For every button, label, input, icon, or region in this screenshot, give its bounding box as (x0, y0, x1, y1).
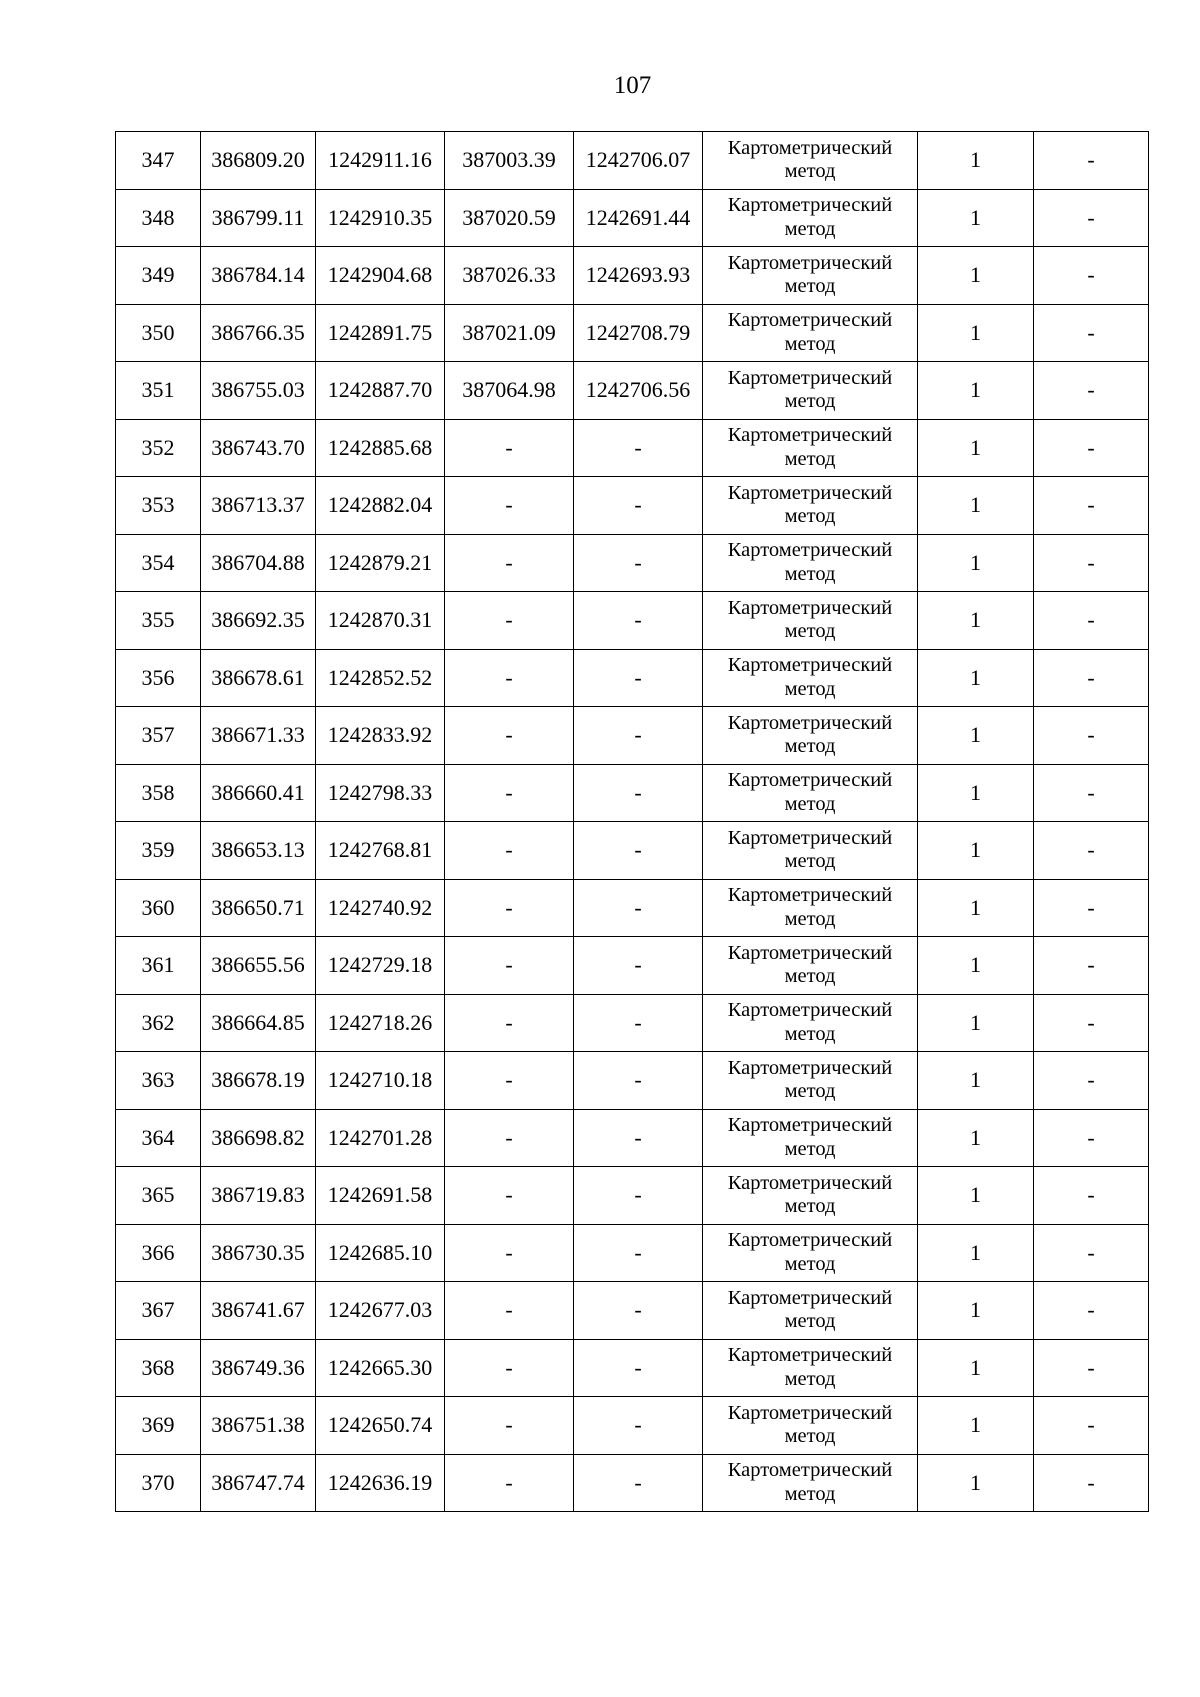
table-row (116, 132, 1149, 190)
accuracy-cell: 1 (918, 534, 1034, 592)
y1-coordinate-cell: 1242887.70 (316, 362, 445, 420)
accuracy-cell: 1 (918, 707, 1034, 765)
y2-coordinate-cell: - (574, 764, 703, 822)
y2-coordinate-cell: - (574, 1109, 703, 1167)
y2-coordinate-cell: - (574, 937, 703, 995)
accuracy-cell: 1 (918, 1397, 1034, 1455)
table-row (116, 879, 1149, 937)
y1-coordinate-cell: 1242729.18 (316, 937, 445, 995)
method-word-line: метод (784, 562, 836, 585)
x1-coordinate-cell: 386660.41 (201, 764, 316, 822)
x2-coordinate-cell: - (445, 1052, 574, 1110)
method-word-line: метод (784, 1022, 836, 1045)
y2-coordinate-cell: - (574, 879, 703, 937)
x2-coordinate-cell: - (445, 937, 574, 995)
x1-coordinate-cell: 386741.67 (201, 1282, 316, 1340)
y1-coordinate-cell: 1242710.18 (316, 1052, 445, 1110)
x2-coordinate-cell: - (445, 477, 574, 535)
method-word-line: метод (784, 792, 836, 815)
y1-coordinate-cell: 1242691.58 (316, 1167, 445, 1225)
table-row (116, 1052, 1149, 1110)
method-word-line: метод (784, 217, 836, 240)
method-cell (703, 419, 918, 477)
table-row (116, 534, 1149, 592)
method-cell (703, 994, 918, 1052)
y1-coordinate-cell: 1242685.10 (316, 1224, 445, 1282)
point-number-cell: 349 (116, 247, 201, 305)
accuracy-cell: 1 (918, 1454, 1034, 1512)
method-word-line: метод (784, 1080, 836, 1103)
method-name-line: Картометрический (727, 941, 893, 964)
y1-coordinate-cell: 1242768.81 (316, 822, 445, 880)
method-word-line: метод (784, 1252, 836, 1275)
table-row (116, 419, 1149, 477)
note-cell: - (1034, 879, 1149, 937)
note-cell: - (1034, 1397, 1149, 1455)
y1-coordinate-cell: 1242740.92 (316, 879, 445, 937)
x2-coordinate-cell: - (445, 592, 574, 650)
x1-coordinate-cell: 386692.35 (201, 592, 316, 650)
method-cell (703, 1282, 918, 1340)
method-name-line: Картометрический (727, 654, 893, 677)
y2-coordinate-cell: - (574, 822, 703, 880)
y2-coordinate-cell: - (574, 707, 703, 765)
method-word-line: метод (784, 1482, 836, 1505)
table-row (116, 1109, 1149, 1167)
method-name-line: Картометрический (727, 769, 893, 792)
note-cell: - (1034, 1339, 1149, 1397)
x2-coordinate-cell: 387003.39 (445, 132, 574, 190)
coordinates-table (115, 131, 1149, 1512)
method-word-line: метод (784, 1367, 836, 1390)
point-number-cell: 357 (116, 707, 201, 765)
note-cell: - (1034, 304, 1149, 362)
method-cell (703, 937, 918, 995)
accuracy-cell: 1 (918, 1052, 1034, 1110)
table-row (116, 822, 1149, 880)
note-cell: - (1034, 1224, 1149, 1282)
accuracy-cell: 1 (918, 1224, 1034, 1282)
x1-coordinate-cell: 386755.03 (201, 362, 316, 420)
y1-coordinate-cell: 1242665.30 (316, 1339, 445, 1397)
method-name-line: Картометрический (727, 1401, 893, 1424)
x1-coordinate-cell: 386698.82 (201, 1109, 316, 1167)
table-row (116, 1167, 1149, 1225)
y1-coordinate-cell: 1242677.03 (316, 1282, 445, 1340)
y1-coordinate-cell: 1242891.75 (316, 304, 445, 362)
x2-coordinate-cell: - (445, 1109, 574, 1167)
x2-coordinate-cell: - (445, 1339, 574, 1397)
method-cell (703, 592, 918, 650)
x1-coordinate-cell: 386799.11 (201, 189, 316, 247)
method-word-line: метод (784, 390, 836, 413)
y2-coordinate-cell: - (574, 1282, 703, 1340)
x2-coordinate-cell: - (445, 649, 574, 707)
method-name-line: Картометрический (727, 1286, 893, 1309)
note-cell: - (1034, 247, 1149, 305)
accuracy-cell: 1 (918, 247, 1034, 305)
point-number-cell: 361 (116, 937, 201, 995)
x1-coordinate-cell: 386749.36 (201, 1339, 316, 1397)
point-number-cell: 363 (116, 1052, 201, 1110)
method-name-line: Картометрический (727, 1459, 893, 1482)
accuracy-cell: 1 (918, 649, 1034, 707)
point-number-cell: 355 (116, 592, 201, 650)
accuracy-cell: 1 (918, 362, 1034, 420)
note-cell: - (1034, 764, 1149, 822)
x2-coordinate-cell: 387064.98 (445, 362, 574, 420)
table-row (116, 1282, 1149, 1340)
y1-coordinate-cell: 1242885.68 (316, 419, 445, 477)
y2-coordinate-cell: - (574, 994, 703, 1052)
x2-coordinate-cell: - (445, 1454, 574, 1512)
table-row (116, 592, 1149, 650)
method-cell (703, 1397, 918, 1455)
accuracy-cell: 1 (918, 1109, 1034, 1167)
note-cell: - (1034, 1282, 1149, 1340)
x1-coordinate-cell: 386743.70 (201, 419, 316, 477)
x2-coordinate-cell: - (445, 707, 574, 765)
x1-coordinate-cell: 386664.85 (201, 994, 316, 1052)
x2-coordinate-cell: - (445, 534, 574, 592)
point-number-cell: 353 (116, 477, 201, 535)
method-cell (703, 362, 918, 420)
x2-coordinate-cell: - (445, 1224, 574, 1282)
note-cell: - (1034, 822, 1149, 880)
method-word-line: метод (784, 160, 836, 183)
method-word-line: метод (784, 332, 836, 355)
method-name-line: Картометрический (727, 1171, 893, 1194)
y2-coordinate-cell: - (574, 1397, 703, 1455)
method-cell (703, 477, 918, 535)
table-row (116, 1339, 1149, 1397)
method-word-line: метод (784, 1310, 836, 1333)
note-cell: - (1034, 362, 1149, 420)
page-number: 107 (613, 72, 652, 99)
y2-coordinate-cell: 1242706.07 (574, 132, 703, 190)
y2-coordinate-cell: 1242693.93 (574, 247, 703, 305)
x1-coordinate-cell: 386766.35 (201, 304, 316, 362)
method-cell (703, 1109, 918, 1167)
method-name-line: Картометрический (727, 539, 893, 562)
x1-coordinate-cell: 386704.88 (201, 534, 316, 592)
note-cell: - (1034, 707, 1149, 765)
method-cell (703, 304, 918, 362)
x2-coordinate-cell: - (445, 1167, 574, 1225)
y2-coordinate-cell: - (574, 419, 703, 477)
table-row (116, 707, 1149, 765)
method-name-line: Картометрический (727, 1056, 893, 1079)
note-cell: - (1034, 1167, 1149, 1225)
point-number-cell: 359 (116, 822, 201, 880)
method-name-line: Картометрический (727, 136, 893, 159)
table-row (116, 764, 1149, 822)
y1-coordinate-cell: 1242870.31 (316, 592, 445, 650)
accuracy-cell: 1 (918, 189, 1034, 247)
accuracy-cell: 1 (918, 764, 1034, 822)
method-cell (703, 822, 918, 880)
point-number-cell: 350 (116, 304, 201, 362)
y1-coordinate-cell: 1242798.33 (316, 764, 445, 822)
method-cell (703, 764, 918, 822)
y2-coordinate-cell: 1242691.44 (574, 189, 703, 247)
method-cell (703, 189, 918, 247)
note-cell: - (1034, 649, 1149, 707)
y2-coordinate-cell: - (574, 1454, 703, 1512)
method-cell (703, 1224, 918, 1282)
y1-coordinate-cell: 1242833.92 (316, 707, 445, 765)
x1-coordinate-cell: 386719.83 (201, 1167, 316, 1225)
x2-coordinate-cell: - (445, 1282, 574, 1340)
x2-coordinate-cell: - (445, 1397, 574, 1455)
y1-coordinate-cell: 1242904.68 (316, 247, 445, 305)
method-cell (703, 1339, 918, 1397)
method-word-line: метод (784, 275, 836, 298)
method-cell (703, 132, 918, 190)
point-number-cell: 351 (116, 362, 201, 420)
y1-coordinate-cell: 1242701.28 (316, 1109, 445, 1167)
x1-coordinate-cell: 386650.71 (201, 879, 316, 937)
x2-coordinate-cell: - (445, 419, 574, 477)
accuracy-cell: 1 (918, 419, 1034, 477)
method-cell (703, 534, 918, 592)
table-row (116, 304, 1149, 362)
note-cell: - (1034, 132, 1149, 190)
y1-coordinate-cell: 1242911.16 (316, 132, 445, 190)
coordinates-table-body (116, 132, 1149, 1512)
point-number-cell: 348 (116, 189, 201, 247)
note-cell: - (1034, 937, 1149, 995)
y1-coordinate-cell: 1242636.19 (316, 1454, 445, 1512)
method-word-line: метод (784, 505, 836, 528)
method-cell (703, 879, 918, 937)
note-cell: - (1034, 189, 1149, 247)
point-number-cell: 360 (116, 879, 201, 937)
table-row (116, 362, 1149, 420)
note-cell: - (1034, 534, 1149, 592)
method-cell (703, 649, 918, 707)
note-cell: - (1034, 994, 1149, 1052)
method-word-line: метод (784, 447, 836, 470)
method-word-line: метод (784, 965, 836, 988)
point-number-cell: 347 (116, 132, 201, 190)
y2-coordinate-cell: 1242706.56 (574, 362, 703, 420)
note-cell: - (1034, 419, 1149, 477)
x1-coordinate-cell: 386730.35 (201, 1224, 316, 1282)
point-number-cell: 352 (116, 419, 201, 477)
method-word-line: метод (784, 1137, 836, 1160)
method-name-line: Картометрический (727, 194, 893, 217)
x1-coordinate-cell: 386751.38 (201, 1397, 316, 1455)
x2-coordinate-cell: 387021.09 (445, 304, 574, 362)
x1-coordinate-cell: 386678.19 (201, 1052, 316, 1110)
y2-coordinate-cell: 1242708.79 (574, 304, 703, 362)
y2-coordinate-cell: - (574, 534, 703, 592)
accuracy-cell: 1 (918, 937, 1034, 995)
accuracy-cell: 1 (918, 994, 1034, 1052)
method-name-line: Картометрический (727, 884, 893, 907)
method-word-line: метод (784, 1195, 836, 1218)
x2-coordinate-cell: - (445, 994, 574, 1052)
x1-coordinate-cell: 386655.56 (201, 937, 316, 995)
method-word-line: метод (784, 1425, 836, 1448)
table-row (116, 1454, 1149, 1512)
note-cell: - (1034, 1052, 1149, 1110)
y1-coordinate-cell: 1242852.52 (316, 649, 445, 707)
y1-coordinate-cell: 1242882.04 (316, 477, 445, 535)
accuracy-cell: 1 (918, 304, 1034, 362)
method-word-line: метод (784, 907, 836, 930)
method-word-line: метод (784, 735, 836, 758)
method-name-line: Картометрический (727, 366, 893, 389)
x1-coordinate-cell: 386678.61 (201, 649, 316, 707)
y2-coordinate-cell: - (574, 592, 703, 650)
point-number-cell: 367 (116, 1282, 201, 1340)
accuracy-cell: 1 (918, 592, 1034, 650)
x2-coordinate-cell: - (445, 879, 574, 937)
x1-coordinate-cell: 386671.33 (201, 707, 316, 765)
method-word-line: метод (784, 850, 836, 873)
method-name-line: Картометрический (727, 481, 893, 504)
accuracy-cell: 1 (918, 132, 1034, 190)
point-number-cell: 370 (116, 1454, 201, 1512)
note-cell: - (1034, 1109, 1149, 1167)
accuracy-cell: 1 (918, 1282, 1034, 1340)
y2-coordinate-cell: - (574, 1339, 703, 1397)
accuracy-cell: 1 (918, 477, 1034, 535)
x2-coordinate-cell: - (445, 822, 574, 880)
x2-coordinate-cell: 387026.33 (445, 247, 574, 305)
note-cell: - (1034, 592, 1149, 650)
y2-coordinate-cell: - (574, 1052, 703, 1110)
x1-coordinate-cell: 386653.13 (201, 822, 316, 880)
note-cell: - (1034, 477, 1149, 535)
method-name-line: Картометрический (727, 999, 893, 1022)
method-name-line: Картометрический (727, 251, 893, 274)
y1-coordinate-cell: 1242718.26 (316, 994, 445, 1052)
x1-coordinate-cell: 386809.20 (201, 132, 316, 190)
x2-coordinate-cell: - (445, 764, 574, 822)
x1-coordinate-cell: 386784.14 (201, 247, 316, 305)
x1-coordinate-cell: 386713.37 (201, 477, 316, 535)
method-name-line: Картометрический (727, 826, 893, 849)
method-name-line: Картометрический (727, 1229, 893, 1252)
y1-coordinate-cell: 1242650.74 (316, 1397, 445, 1455)
y1-coordinate-cell: 1242879.21 (316, 534, 445, 592)
point-number-cell: 366 (116, 1224, 201, 1282)
point-number-cell: 358 (116, 764, 201, 822)
table-row (116, 1397, 1149, 1455)
accuracy-cell: 1 (918, 1167, 1034, 1225)
table-row (116, 937, 1149, 995)
method-name-line: Картометрический (727, 424, 893, 447)
accuracy-cell: 1 (918, 1339, 1034, 1397)
point-number-cell: 354 (116, 534, 201, 592)
table-row (116, 1224, 1149, 1282)
point-number-cell: 356 (116, 649, 201, 707)
table-row (116, 247, 1149, 305)
point-number-cell: 362 (116, 994, 201, 1052)
method-word-line: метод (784, 677, 836, 700)
method-cell (703, 1167, 918, 1225)
method-word-line: метод (784, 620, 836, 643)
method-name-line: Картометрический (727, 596, 893, 619)
method-name-line: Картометрический (727, 711, 893, 734)
point-number-cell: 369 (116, 1397, 201, 1455)
x1-coordinate-cell: 386747.74 (201, 1454, 316, 1512)
table-row (116, 994, 1149, 1052)
method-name-line: Картометрический (727, 1344, 893, 1367)
method-name-line: Картометрический (727, 1114, 893, 1137)
accuracy-cell: 1 (918, 879, 1034, 937)
accuracy-cell: 1 (918, 822, 1034, 880)
y2-coordinate-cell: - (574, 477, 703, 535)
y2-coordinate-cell: - (574, 649, 703, 707)
point-number-cell: 365 (116, 1167, 201, 1225)
point-number-cell: 364 (116, 1109, 201, 1167)
method-cell (703, 247, 918, 305)
method-cell (703, 707, 918, 765)
y2-coordinate-cell: - (574, 1224, 703, 1282)
method-cell (703, 1454, 918, 1512)
table-row (116, 477, 1149, 535)
x2-coordinate-cell: 387020.59 (445, 189, 574, 247)
point-number-cell: 368 (116, 1339, 201, 1397)
table-row (116, 189, 1149, 247)
y2-coordinate-cell: - (574, 1167, 703, 1225)
note-cell: - (1034, 1454, 1149, 1512)
table-row (116, 649, 1149, 707)
method-name-line: Картометрический (727, 309, 893, 332)
y1-coordinate-cell: 1242910.35 (316, 189, 445, 247)
method-cell (703, 1052, 918, 1110)
